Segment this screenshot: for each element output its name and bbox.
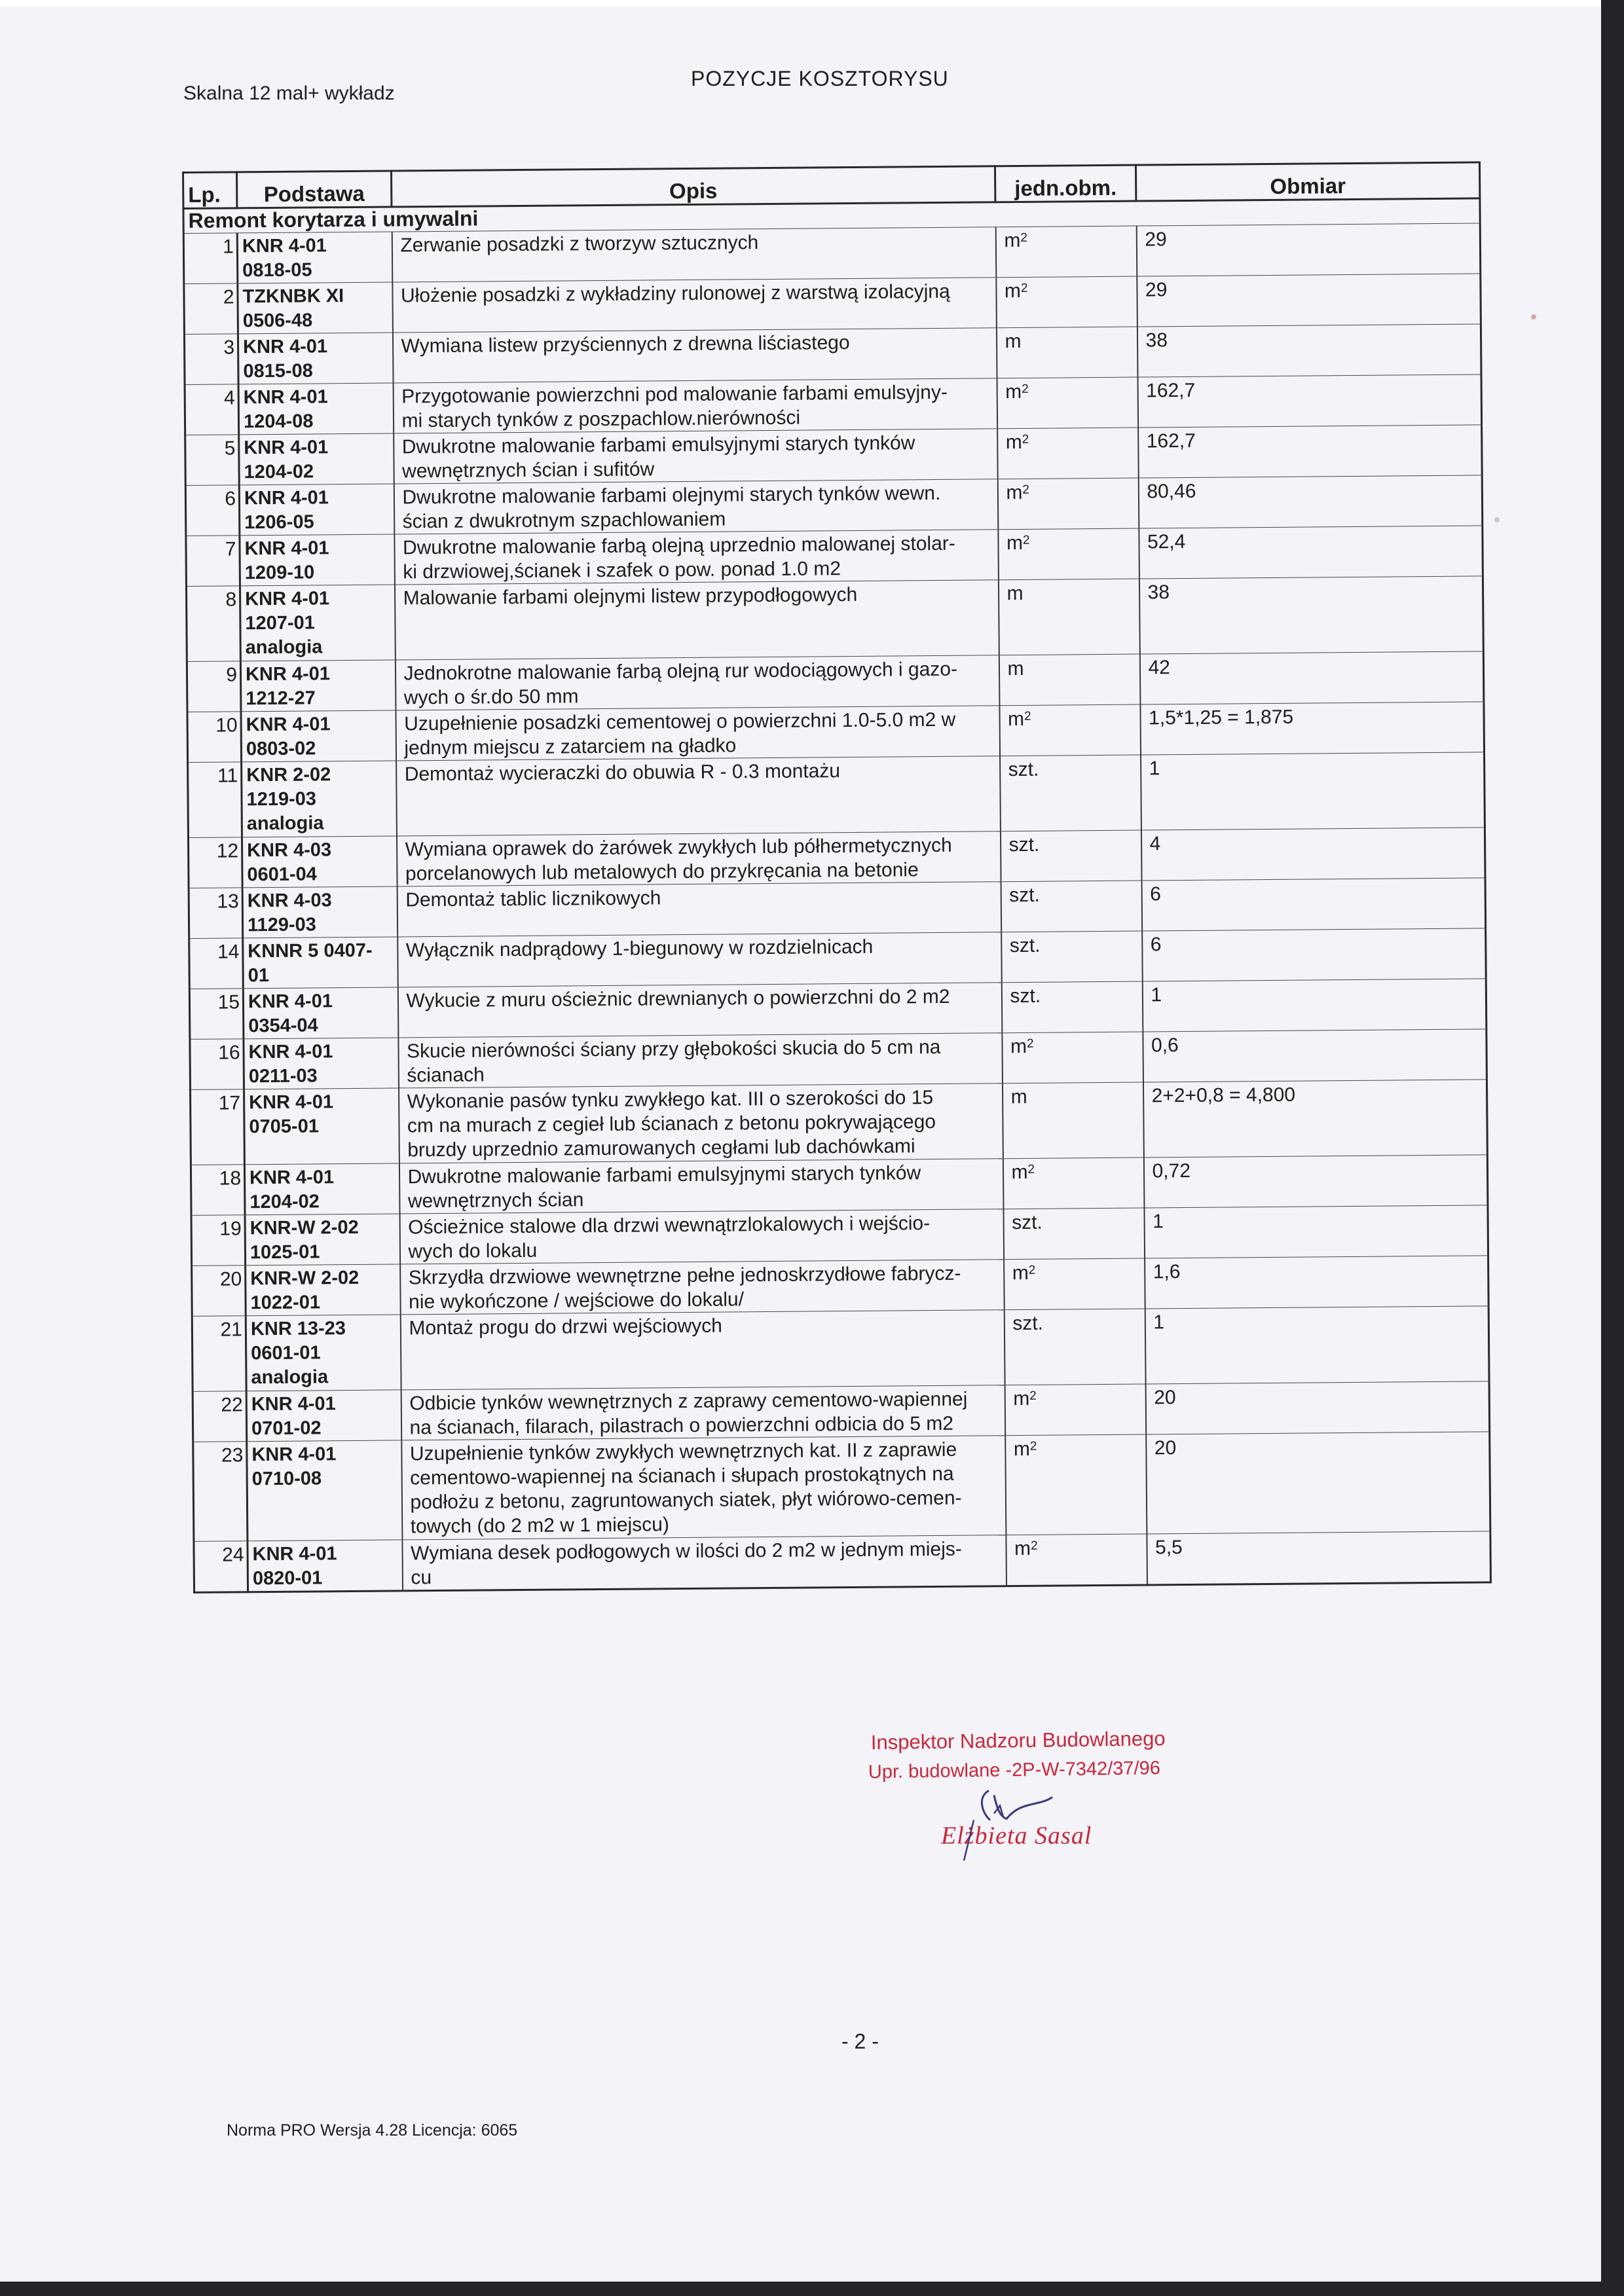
item-description (398, 1033, 1003, 1088)
item-description (396, 831, 1001, 886)
description-line: Demontaż tablic licznikowych (405, 887, 661, 911)
basis-line: 0354-04 (248, 1015, 318, 1037)
item-unit (1000, 755, 1141, 831)
basis-line: KNR 4-01 (244, 437, 329, 459)
description-line: Zerwanie posadzki z tworzyw sztucznych (400, 232, 759, 257)
item-description (396, 756, 1001, 836)
item-quantity: 1,5*1,25 = 1,875 (1140, 702, 1485, 755)
basis-line: KNR 4-01 (249, 1091, 334, 1114)
unit-text: m (1014, 1537, 1031, 1560)
description-line: Malowanie farbami olejnymi listew przypodłogowych (403, 583, 858, 610)
unit-text: szt. (1010, 985, 1041, 1008)
item-description (399, 1084, 1003, 1163)
scan-speck (1531, 314, 1536, 319)
basis-line: 0803-02 (246, 738, 316, 760)
page-number: - 2 - (841, 2030, 879, 2053)
item-number: 6 (185, 485, 240, 536)
description-line: Dwukrotne malowanie farbami olejnymi starych tynków wewn. (402, 482, 941, 509)
basis-line: KNR 13-23 (250, 1318, 346, 1340)
description-line: wewnętrznych ścian i sufitów (401, 458, 655, 483)
item-basis (238, 282, 393, 334)
basis-line: 0710-08 (251, 1468, 322, 1490)
basis-line: analogia (246, 812, 324, 835)
item-quantity: 20 (1145, 1381, 1490, 1434)
item-unit (1003, 1208, 1145, 1260)
unit-text: m (1007, 657, 1024, 680)
item-description (401, 1385, 1005, 1440)
item-basis (241, 710, 396, 762)
unit-text: m (1005, 330, 1022, 353)
unit-text: m (1007, 708, 1025, 731)
item-basis (242, 836, 397, 888)
description-line: ścianach (407, 1064, 485, 1087)
item-unit (1003, 1157, 1144, 1209)
basis-line: KNR-W 2-02 (249, 1216, 359, 1239)
unit-text: szt. (1008, 758, 1039, 781)
item-description (395, 655, 999, 710)
item-description (397, 932, 1002, 987)
basis-line: 0601-04 (247, 864, 318, 886)
item-number: 20 (192, 1266, 246, 1317)
item-quantity: 29 (1136, 223, 1481, 276)
unit-exponent: 2 (1020, 281, 1028, 295)
unit-exponent: 2 (1024, 709, 1031, 723)
cost-estimate-sheet (182, 161, 1490, 1593)
basis-line: 1204-02 (249, 1191, 320, 1213)
description-line: Dwukrotne malowanie farbą olejną uprzednio malowanej stolar- (402, 532, 955, 559)
item-unit (998, 528, 1139, 580)
basis-line: 1209-10 (244, 562, 315, 584)
item-description (394, 429, 998, 484)
item-number: 3 (184, 334, 238, 385)
basis-line: 0815-08 (243, 360, 313, 382)
item-number: 15 (189, 989, 244, 1040)
item-number: 1 (183, 233, 238, 284)
basis-line: 1204-02 (244, 461, 314, 483)
item-number: 12 (188, 837, 242, 888)
description-line: mi starych tynków z poszpachlow.nierówności (401, 407, 801, 432)
description-line: na ścianach, filarach, pilastrach o powierzchni odbicia do 5 m2 (409, 1412, 954, 1439)
item-quantity: 38 (1137, 324, 1481, 377)
unit-text: m (1010, 1085, 1027, 1108)
item-description (400, 1310, 1005, 1390)
basis-line: KNR 4-03 (247, 839, 332, 862)
unit-exponent: 2 (1026, 1036, 1034, 1051)
item-unit (998, 579, 1139, 655)
item-basis (246, 1264, 401, 1316)
description-line: Uzupełnienie tynków zwykłych wewnętrznych kat. II z zaprawie (409, 1438, 957, 1465)
stamp-image (866, 1722, 1232, 1866)
unit-text: szt. (1009, 934, 1041, 957)
description-line: Wymiana desek podłogowych w ilości do 2 m2 w jednym miejs- (410, 1538, 962, 1565)
description-line: Ościeżnice stalowe dla drzwi wewnątrzlokalowych i wejścio- (408, 1212, 931, 1239)
description-line: wewnętrznych ścian (407, 1189, 584, 1212)
item-basis (244, 1088, 399, 1165)
item-unit (997, 478, 1139, 530)
basis-line: 1207-01 (245, 612, 315, 634)
table-row (194, 1531, 1491, 1593)
svg-text:Elżbieta Sasal: Elżbieta Sasal (941, 1822, 1092, 1850)
item-basis (244, 1038, 399, 1089)
document-label: Skalna 12 mal+ wykładz (183, 82, 395, 104)
basis-line: 0701-02 (251, 1417, 322, 1440)
item-basis (243, 937, 398, 989)
item-quantity: 1 (1141, 752, 1485, 830)
item-unit (1002, 1032, 1143, 1084)
item-description (392, 278, 997, 333)
scan-border-right (1601, 0, 1624, 2296)
description-line: Przygotowanie powierzchni pod malowanie farbami emulsyjny- (401, 381, 948, 408)
item-quantity: 6 (1142, 928, 1486, 981)
item-quantity: 5,5 (1147, 1531, 1491, 1585)
table-row (193, 1432, 1490, 1542)
basis-line: 0506-48 (242, 310, 313, 332)
basis-line: KNR 4-03 (247, 890, 332, 912)
item-basis (240, 585, 395, 661)
inspector-stamp (866, 1722, 1232, 1866)
table-row (192, 1306, 1489, 1392)
item-number: 7 (186, 536, 240, 587)
basis-line: KNR 4-01 (248, 991, 333, 1013)
unit-text: m (1004, 280, 1022, 302)
basis-line: analogia (251, 1366, 329, 1389)
description-line: bruzdy uprzednio zamurowanych cegłami lub dachówkami (407, 1135, 915, 1161)
basis-line: 01 (248, 964, 270, 987)
unit-exponent: 2 (1028, 1263, 1036, 1277)
item-quantity: 42 (1139, 651, 1484, 704)
unit-exponent: 2 (1030, 1539, 1038, 1553)
item-unit (997, 428, 1139, 479)
basis-line: KNR 4-01 (246, 714, 331, 736)
basis-line: analogia (245, 636, 323, 659)
description-line: Dwukrotne malowanie farbami emulsyjnymi starych tynków (401, 432, 915, 458)
unit-text: m (1005, 380, 1022, 403)
item-description (393, 378, 997, 433)
unit-exponent: 2 (1022, 533, 1030, 547)
description-line: Uzupełnienie posadzki cementowej o powierzchni 1.0-5.0 m2 w (404, 708, 956, 735)
item-basis (247, 1440, 402, 1541)
item-number: 21 (192, 1316, 246, 1392)
description-line: Skrzydła drzwiowe wewnętrzne pełne jednoskrzydłowe fabrycz- (408, 1262, 961, 1289)
description-line: Demontaż wycieraczki do obuwia R - 0.3 montażu (404, 760, 841, 786)
item-description (392, 227, 996, 282)
item-number: 18 (191, 1165, 245, 1216)
unit-text: m (1010, 1035, 1027, 1058)
item-number: 16 (190, 1039, 244, 1090)
item-basis (238, 333, 393, 384)
item-description (394, 479, 998, 534)
basis-line: KNR 4-01 (251, 1393, 336, 1415)
description-line: porcelanowych lub metalowych do przykręcania na betonie (405, 859, 919, 885)
item-basis (240, 534, 395, 586)
item-quantity: 52,4 (1139, 526, 1483, 579)
item-unit (1005, 1384, 1146, 1436)
unit-exponent: 2 (1022, 432, 1029, 446)
item-unit (1001, 981, 1143, 1033)
svg-text:Upr. budowlane -2P-W-7342/37/9: Upr. budowlane -2P-W-7342/37/96 (868, 1757, 1161, 1783)
item-number: 9 (187, 661, 241, 712)
item-basis (246, 1315, 401, 1391)
unit-text: m (1006, 532, 1024, 555)
basis-line: KNR 4-01 (252, 1543, 337, 1565)
description-line: Wymiana oprawek do żarówek zwykłych lub półhermetycznych (405, 834, 952, 861)
item-description (394, 530, 999, 585)
item-description (396, 706, 1000, 761)
svg-text:Inspektor Nadzoru Budowlanego: Inspektor Nadzoru Budowlanego (870, 1726, 1166, 1754)
item-number: 11 (188, 762, 242, 838)
unit-text: szt. (1012, 1312, 1044, 1335)
item-basis (238, 383, 394, 435)
unit-text: m (1013, 1387, 1030, 1410)
basis-line: KNNR 5 0407- (248, 939, 373, 962)
unit-text: m (1005, 431, 1022, 454)
basis-line: 0818-05 (242, 259, 312, 282)
item-unit (1005, 1434, 1147, 1535)
basis-line: TZKNBK XI (242, 285, 344, 308)
item-description (397, 983, 1002, 1038)
basis-line: KNR-W 2-02 (250, 1267, 360, 1290)
unit-text: szt. (1012, 1211, 1043, 1234)
description-line: Dwukrotne malowanie farbami emulsyjnymi starych tynków (407, 1162, 921, 1188)
description-line: cm na murach z cegieł lub ścianach z betonu pokrywającego (407, 1111, 936, 1137)
basis-line: KNR 4-01 (243, 386, 328, 409)
basis-line: KNR 4-01 (251, 1444, 337, 1466)
table-row (191, 1080, 1488, 1165)
item-description (402, 1535, 1006, 1591)
basis-line: 1206-05 (244, 511, 314, 534)
item-number: 22 (193, 1391, 247, 1442)
item-basis (239, 433, 394, 485)
item-unit (1004, 1258, 1145, 1310)
scan-speck (1494, 517, 1500, 522)
description-line: Odbicie tynków wewnętrznych z zaprawy cementowo-wapiennej (409, 1388, 968, 1415)
item-basis (244, 1163, 399, 1215)
unit-text: m (1012, 1262, 1029, 1285)
unit-exponent: 2 (1022, 483, 1030, 497)
description-line: Wykucie z muru ościeżnic drewnianych o powierzchni do 2 m2 (406, 985, 950, 1012)
cost-estimate-table (182, 161, 1492, 1594)
description-line: towych (do 2 m2 w 1 miejscu) (410, 1514, 670, 1538)
item-description (401, 1436, 1006, 1540)
column-header-podstawa: Podstawa (237, 171, 392, 208)
basis-line: KNR 4-01 (245, 588, 330, 610)
basis-line: 0820-01 (252, 1567, 323, 1590)
unit-exponent: 2 (1027, 1162, 1035, 1176)
footer-software-license: Norma PRO Wersja 4.28 Licencja: 6065 (227, 2121, 518, 2140)
item-quantity: 6 (1141, 878, 1486, 931)
item-description (392, 328, 997, 383)
item-quantity: 80,46 (1138, 475, 1483, 528)
unit-text: m (1011, 1161, 1028, 1184)
basis-line: 1129-03 (247, 914, 316, 936)
basis-line: 1212-27 (246, 687, 316, 710)
unit-exponent: 2 (1020, 230, 1027, 245)
item-basis (246, 1390, 401, 1442)
description-line: wych do lokalu (408, 1239, 538, 1263)
page-title: POZYCJE KOSZTORYSU (691, 67, 949, 90)
item-number: 24 (194, 1541, 248, 1593)
item-unit (1004, 1309, 1145, 1385)
basis-line: KNR 4-01 (249, 1167, 335, 1189)
basis-line: KNR 2-02 (246, 764, 331, 786)
item-quantity: 2+2+0,8 = 4,800 (1143, 1080, 1487, 1157)
item-description (400, 1260, 1005, 1315)
table-row (186, 576, 1483, 662)
description-line: Ułożenie posadzki z wykładziny rulonowej z warstwą izolacyjną (400, 280, 950, 307)
column-header-jednostka: jedn.obm. (995, 165, 1135, 202)
item-unit (1006, 1534, 1147, 1586)
description-line: ki drzwiowej,ścianek i szafek o pow. ponad 1.0 m2 (403, 558, 841, 583)
item-quantity: 0,6 (1143, 1029, 1487, 1082)
column-header-lp: Lp. (183, 172, 237, 209)
basis-line: KNR 4-01 (248, 1041, 333, 1063)
item-unit (999, 704, 1141, 756)
basis-line: 1219-03 (246, 788, 317, 811)
unit-exponent: 2 (1029, 1389, 1037, 1403)
table-row (188, 752, 1485, 838)
item-quantity: 1 (1145, 1306, 1489, 1384)
unit-text: m (1006, 582, 1024, 605)
column-header-opis: Opis (392, 166, 995, 207)
item-unit (1002, 1082, 1143, 1159)
item-number: 23 (193, 1442, 248, 1542)
item-quantity: 162,7 (1137, 374, 1482, 428)
basis-line: 1204-08 (243, 410, 314, 433)
basis-line: KNR 4-01 (244, 538, 329, 560)
description-line: nie wykończone / wejściowe do lokalu/ (408, 1288, 745, 1313)
item-number: 19 (191, 1215, 246, 1266)
basis-line: KNR 4-01 (242, 235, 327, 257)
item-unit (1001, 931, 1143, 983)
basis-line: KNR 4-01 (245, 663, 331, 685)
item-basis (242, 886, 397, 938)
section-title: Remont korytarza i umywalni (183, 198, 1480, 234)
item-number: 14 (189, 938, 244, 989)
unit-text: szt. (1009, 884, 1041, 907)
unit-exponent: 2 (1022, 382, 1029, 396)
item-basis (240, 660, 396, 712)
basis-line: KNR 4-01 (244, 487, 329, 509)
item-unit (999, 654, 1140, 706)
item-description (399, 1209, 1004, 1264)
basis-line: 1025-01 (249, 1241, 320, 1264)
item-quantity: 162,7 (1138, 425, 1483, 478)
item-unit (1001, 881, 1142, 932)
item-quantity: 0,72 (1143, 1155, 1488, 1208)
basis-line: KNR 4-01 (242, 336, 328, 358)
item-basis (248, 1540, 403, 1592)
item-description (397, 882, 1001, 937)
description-line: Jednokrotne malowanie farbą olejną rur wodociągowych i gazo- (403, 658, 958, 685)
item-basis (239, 484, 394, 536)
description-line: Wymiana listew przyściennych z drewna liściastego (401, 332, 850, 357)
basis-line: 0601-01 (251, 1342, 321, 1364)
item-unit (996, 327, 1137, 378)
item-number: 13 (189, 888, 243, 939)
description-line: ścian z dwukrotnym szpachlowaniem (402, 508, 726, 533)
item-description (399, 1159, 1003, 1214)
description-line: Wyłącznik nadprądowy 1-biegunowy w rozdzielnicach (405, 936, 874, 962)
item-unit (996, 276, 1137, 328)
item-number: 17 (191, 1089, 245, 1165)
item-description (394, 580, 999, 660)
item-quantity: 4 (1141, 828, 1485, 881)
item-quantity: 1,6 (1145, 1256, 1489, 1309)
item-basis (243, 987, 398, 1039)
item-number: 2 (184, 283, 238, 335)
item-basis (242, 761, 397, 837)
item-quantity: 29 (1137, 274, 1481, 327)
item-quantity: 20 (1146, 1432, 1490, 1534)
description-line: cementowo-wapiennej na ścianach i słupach prostokątnych na (410, 1463, 954, 1489)
scan-border-bottom (0, 2282, 1624, 2296)
description-line: podłożu z betonu, zagruntowanych siatek, płyt wiórowo-cemen- (410, 1487, 962, 1514)
unit-text: m (1006, 481, 1023, 504)
unit-text: m (1013, 1438, 1030, 1461)
description-line: cu (411, 1567, 432, 1589)
item-unit (1000, 830, 1141, 882)
item-number: 5 (185, 435, 240, 486)
item-quantity: 38 (1139, 576, 1483, 654)
item-number: 4 (185, 384, 239, 435)
item-quantity: 1 (1144, 1205, 1488, 1258)
basis-line: 0211-03 (248, 1065, 318, 1087)
item-number: 8 (186, 586, 240, 662)
item-number: 10 (187, 712, 242, 763)
item-quantity: 1 (1142, 979, 1486, 1032)
basis-line: 1022-01 (250, 1292, 321, 1314)
item-basis (237, 232, 392, 283)
item-basis (245, 1214, 400, 1266)
unit-text: szt. (1008, 833, 1040, 856)
description-line: Skucie nierówności ściany przy głębokości skucia do 5 cm na (406, 1036, 941, 1063)
item-unit (997, 377, 1138, 429)
description-line: jednym miejscu z zatarciem na gładko (404, 735, 737, 759)
description-line: Montaż progu do drzwi wejściowych (409, 1315, 723, 1339)
item-unit (995, 226, 1137, 278)
basis-line: 0705-01 (249, 1116, 320, 1138)
description-line: wych o śr.do 50 mm (403, 685, 579, 709)
unit-text: m (1004, 229, 1021, 252)
unit-exponent: 2 (1029, 1439, 1037, 1453)
description-line: Wykonanie pasów tynku zwykłego kat. III o szerokości do 15 (407, 1087, 934, 1113)
column-header-obmiar: Obmiar (1135, 162, 1479, 201)
